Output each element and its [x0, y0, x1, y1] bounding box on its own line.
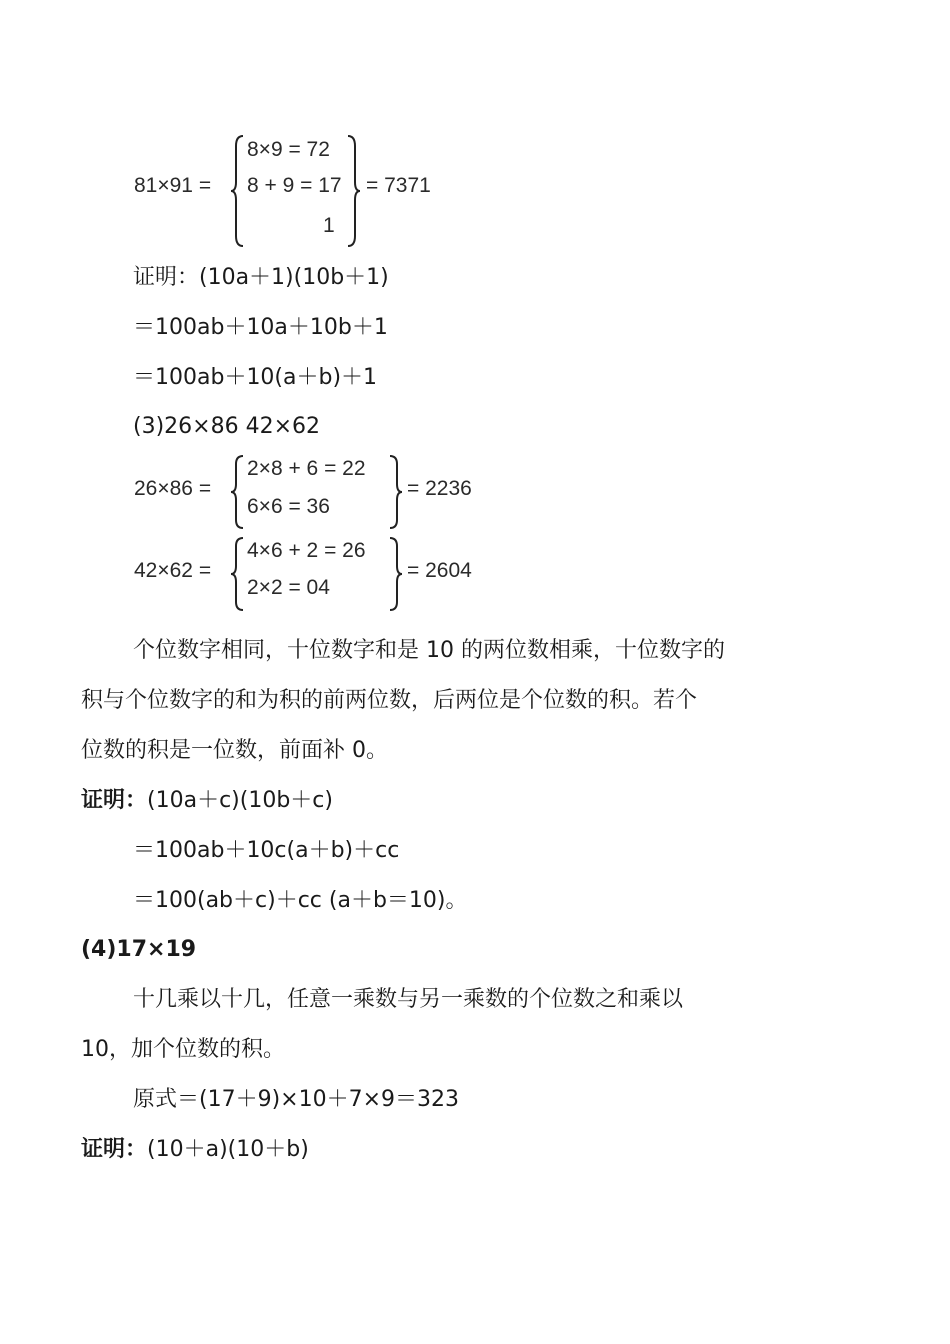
equation-row: 6×6 = 36 [247, 495, 330, 518]
left-brace-icon [230, 134, 246, 248]
proof-heading [81, 1135, 309, 1165]
proof-expression: (10＋a)(10＋b) [147, 1137, 309, 1162]
proof-step: ＝100ab＋10(a＋b)＋1 [133, 365, 378, 390]
proof-label: 证明： [81, 788, 148, 813]
equation-row: 4×6 + 2 = 26 [247, 539, 366, 562]
left-brace-icon [230, 454, 246, 530]
section-title: (3)26×86 42×62 [133, 414, 320, 439]
proof-step: ＝100(ab＋c)＋cc (a＋b＝10)。 [133, 888, 468, 913]
rule-paragraph-line: 位数的积是一位数，前面补 0。 [81, 738, 388, 763]
rule-paragraph-line: 个位数字相同，十位数字和是 10 的两位数相乘，十位数字的 [133, 638, 725, 663]
right-brace-icon [387, 454, 403, 530]
right-brace-icon [345, 134, 361, 248]
right-brace-icon [387, 536, 403, 612]
equation-lhs: 42×62 = [134, 559, 212, 582]
rule-paragraph-line: 十几乘以十几，任意一乘数与另一乘数的个位数之和乘以 [133, 987, 684, 1012]
equation-row: 2×8 + 6 = 22 [247, 457, 366, 480]
rule-paragraph-line: 10，加个位数的积。 [81, 1037, 285, 1062]
equation-row: 8×9 = 72 [247, 138, 330, 161]
rule-paragraph-line: 积与个位数字的和为积的前两位数，后两位是个位数的积。若个 [81, 688, 698, 713]
proof-step: ＝100ab＋10c(a＋b)＋cc [133, 838, 400, 863]
proof-heading: 证明：(10a＋1)(10b＋1) [133, 265, 389, 290]
example-line: 原式＝(17＋9)×10＋7×9＝323 [133, 1087, 460, 1112]
proof-step: ＝100ab＋10a＋10b＋1 [133, 315, 388, 340]
equation-row: 1 [323, 214, 335, 237]
equation-lhs: 26×86 = [134, 477, 212, 500]
equation-lhs: 81×91 = [134, 174, 212, 197]
proof-heading [81, 786, 333, 816]
left-brace-icon [230, 536, 246, 612]
equation-rhs: = 7371 [366, 174, 431, 197]
proof-expression: (10a＋c)(10b＋c) [147, 788, 333, 813]
equation-rhs: = 2604 [407, 559, 472, 582]
equation-rhs: = 2236 [407, 477, 472, 500]
equation-row: 8 + 9 = 17 [247, 174, 342, 197]
equation-row: 2×2 = 04 [247, 576, 330, 599]
section-title: (4)17×19 [81, 937, 197, 962]
proof-label: 证明： [81, 1137, 148, 1162]
